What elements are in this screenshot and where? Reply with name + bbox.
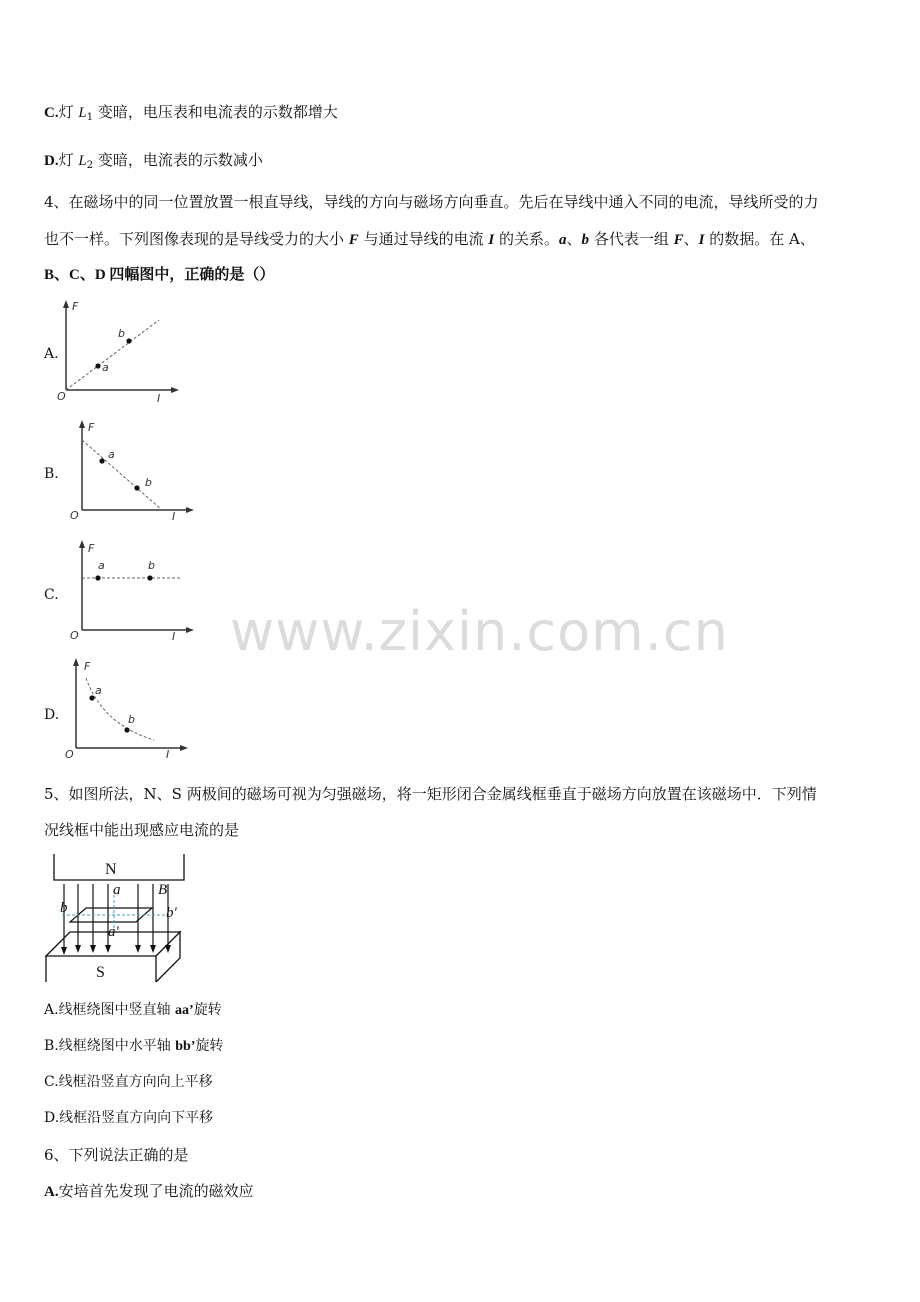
q6-option-a: A.安培首先发现了电流的磁效应 (44, 1182, 254, 1200)
label-b: b (148, 559, 155, 572)
label-b: b (145, 476, 152, 489)
point-b (126, 338, 131, 343)
label-a: a (113, 882, 121, 898)
label-o: O (57, 390, 66, 403)
label-i: I (172, 630, 176, 643)
label-o: O (70, 629, 79, 642)
label-i: I (166, 748, 170, 761)
point-a (95, 575, 100, 580)
q4-option-d-label: D. (44, 707, 60, 723)
point-a (95, 363, 100, 368)
point-b (147, 575, 152, 580)
label-i: I (157, 392, 161, 405)
dashed-line (66, 320, 159, 390)
label-field-b: B (158, 882, 168, 898)
n-pole (54, 854, 184, 880)
q4-graph-c (66, 538, 196, 646)
q4-option-c-label: C. (44, 587, 59, 603)
q4-stem-line2: 也不一样。下列图像表现的是导线受力的大小 F 与通过导线的电流 I 的关系。a、b 各代表一组 F、I 的数据。在 A、 (44, 230, 815, 248)
q3-option-d: D.灯 $L_2$ 变暗，电流表的示数减小 (44, 151, 263, 171)
q4-option-b-label: B. (44, 466, 59, 482)
label-a: a (102, 361, 109, 374)
label-f: F (88, 421, 95, 434)
point-b (124, 727, 129, 732)
q4-option-a-label: A. (44, 346, 59, 362)
q4-stem-line3: B、C、D 四幅图中，正确的是（） (44, 267, 275, 283)
q5-magnet-diagram (42, 852, 192, 984)
y-axis-arrow (63, 300, 69, 308)
label-a: a (108, 448, 115, 461)
label-f: F (72, 300, 79, 313)
q5-option-a: A.线框绕图中竖直轴 aa’旋转 (44, 1002, 222, 1018)
label-b: b (60, 900, 68, 916)
label-o: O (65, 748, 74, 761)
field-arrows (61, 945, 171, 955)
s-label: S (96, 964, 105, 981)
point-b (134, 485, 139, 490)
q5-option-d: D.线框沿竖直方向向下平移 (44, 1110, 214, 1126)
label-f: F (88, 542, 95, 555)
q5-stem-line2: 况线框中能出现感应电流的是 (44, 821, 240, 839)
x-axis-arrow (180, 745, 188, 751)
y-axis-arrow (79, 420, 85, 428)
q5-stem-line1: 5、如图所法，N、S 两极间的磁场可视为匀强磁场，将一矩形闭合金属线框垂直于磁场方向放置在该磁场中．下列情 (44, 785, 817, 803)
label-a: a (98, 559, 105, 572)
dashed-line (82, 440, 162, 510)
q6-stem: 6、下列说法正确的是 (44, 1146, 189, 1164)
n-label: N (105, 861, 117, 878)
label-a-prime: a' (108, 924, 119, 940)
label-b: b (118, 327, 125, 340)
q4-graph-a (55, 298, 185, 406)
q5-option-c: C.线框沿竖直方向向上平移 (44, 1074, 213, 1090)
label-b-prime: b' (166, 905, 177, 921)
label-o: O (70, 509, 79, 522)
q5-option-b: B.线框绕图中水平轴 bb’旋转 (44, 1038, 224, 1054)
label-f: F (84, 660, 91, 673)
watermark: www.zixin.com.cn (230, 600, 729, 663)
label-i: I (172, 510, 176, 523)
x-axis-arrow (171, 387, 179, 393)
y-axis-arrow (79, 540, 85, 548)
y-axis-arrow (73, 658, 79, 666)
x-axis-arrow (186, 627, 194, 633)
q4-graph-b (66, 418, 196, 526)
label-b: b (128, 713, 135, 726)
q4-stem-line1: 4、在磁场中的同一位置放置一根直导线，导线的方向与磁场方向垂直。先后在导线中通入不同的电流，导线所受的力 (44, 193, 819, 211)
q3-option-c: C.灯 $L_1$ 变暗，电压表和电流表的示数都增大 (44, 103, 338, 123)
label-a: a (95, 684, 102, 697)
point-a (99, 458, 104, 463)
q4-graph-d (62, 656, 192, 764)
x-axis-arrow (186, 507, 194, 513)
point-a (89, 695, 94, 700)
